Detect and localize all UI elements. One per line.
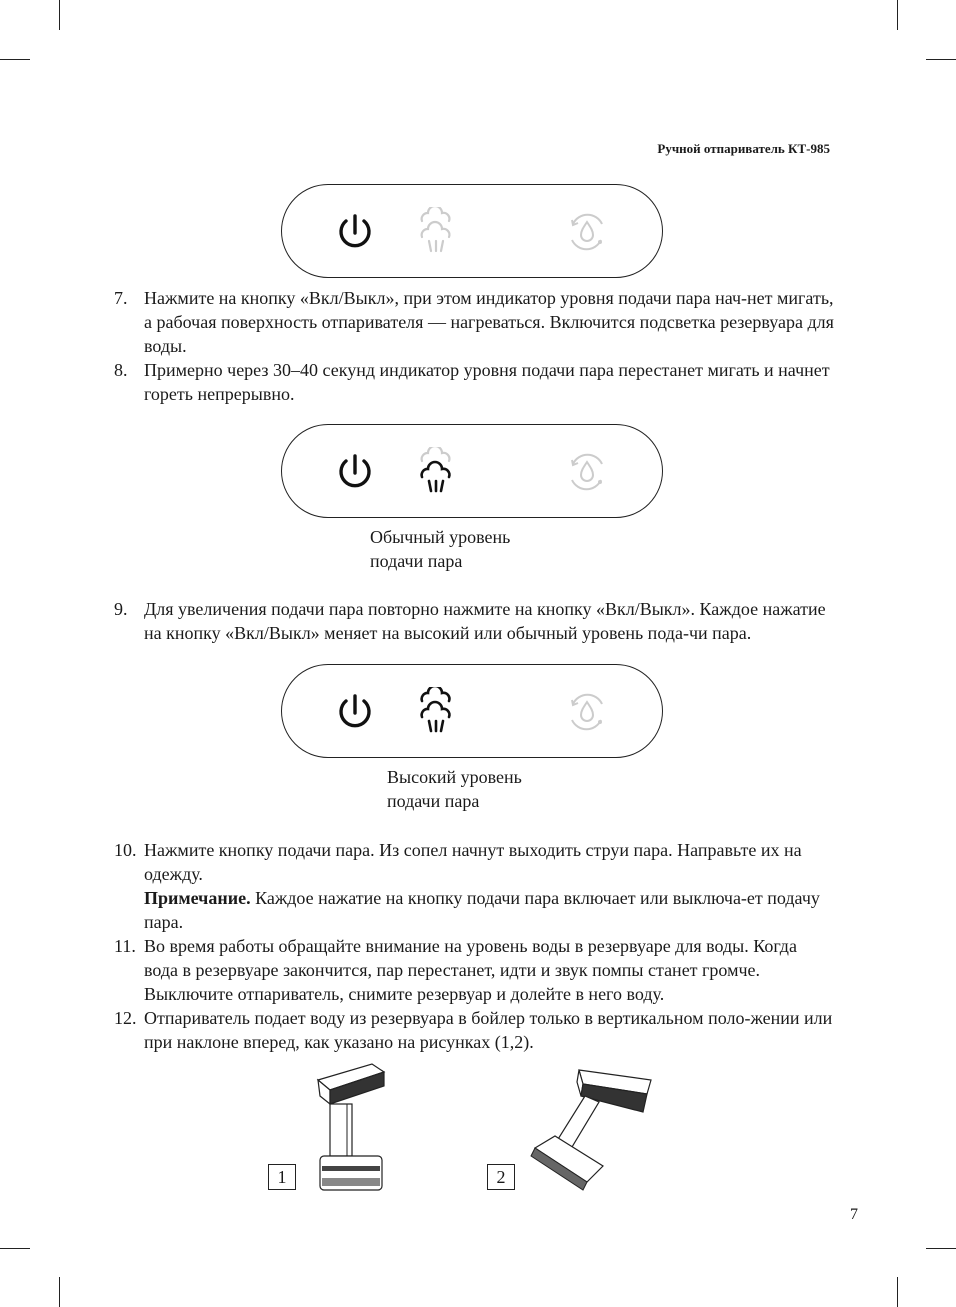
caption-line: Высокий уровень <box>387 767 522 787</box>
instruction-step-11 <box>114 934 834 1006</box>
crop-mark <box>926 1248 956 1249</box>
panel-caption <box>370 525 510 573</box>
water-refill-icon <box>564 690 610 734</box>
instruction-step-10 <box>114 838 834 886</box>
step-number: 8. <box>114 360 128 380</box>
note-text: Каждое нажатие на кнопку подачи пара включает или выключа-ет подачу пара. <box>144 888 820 932</box>
crop-mark <box>897 0 898 30</box>
running-header: Ручной отпариватель КТ-985 <box>657 141 830 156</box>
note-label: Примечание. <box>144 888 251 908</box>
control-panel-off <box>281 184 663 278</box>
power-icon <box>334 451 376 493</box>
step-text: Для увеличения подачи пара повторно нажмите на кнопку «Вкл/Выкл». Каждое нажатие на кнопку «Вкл/Выкл» меняет на высокий или обычный уровень пода-чи пара. <box>144 599 826 643</box>
water-refill-icon <box>564 210 610 254</box>
step-text: Во время работы обращайте внимание на уровень воды в резервуаре для воды. Когда вода в резервуаре закончится, пар перестанет, идти и звук помпы станет громче. Выключите отпариватель, снимите резервуар и долейте в него воду. <box>144 936 797 1004</box>
steamer-vertical-illustration <box>310 1058 400 1193</box>
caption-line: Обычный уровень <box>370 527 511 547</box>
figure-label: 2 <box>487 1164 515 1190</box>
steam-level-icon <box>416 207 456 257</box>
step-number: 11. <box>114 936 136 956</box>
step-number: 12. <box>114 1008 137 1028</box>
water-refill-icon <box>564 450 610 494</box>
caption-line: подачи пара <box>370 551 463 571</box>
steam-level-icon <box>416 687 456 737</box>
instruction-step-7 <box>114 286 834 358</box>
control-panel-normal-steam <box>281 424 663 518</box>
step-text: Нажмите кнопку подачи пара. Из сопел начнут выходить струи пара. Направьте их на одежду. <box>144 840 802 884</box>
crop-mark <box>0 59 30 60</box>
power-icon <box>334 691 376 733</box>
page-number: 7 <box>850 1206 858 1223</box>
panel-caption <box>387 765 522 813</box>
step-text: Примерно через 30–40 секунд индикатор уровня подачи пара перестанет мигать и начнет гореть непрерывно. <box>144 360 830 404</box>
steam-level-icon <box>416 447 456 497</box>
instruction-step-9 <box>114 597 834 669</box>
step-number: 10. <box>114 840 137 860</box>
crop-mark <box>59 1277 60 1307</box>
step-number: 9. <box>114 599 128 619</box>
control-panel-high-steam <box>281 664 663 758</box>
caption-line: подачи пара <box>387 791 480 811</box>
crop-mark <box>59 0 60 30</box>
power-icon <box>334 211 376 253</box>
instruction-step-8 <box>114 358 834 406</box>
instruction-step-12 <box>114 1006 834 1054</box>
crop-mark <box>926 59 956 60</box>
figure-label: 1 <box>268 1164 296 1190</box>
crop-mark <box>0 1248 30 1249</box>
note-paragraph <box>144 886 834 934</box>
step-text: Отпариватель подает воду из резервуара в бойлер только в вертикальном поло-жении или при наклоне вперед, как указано на рисунках (1,2). <box>144 1008 833 1052</box>
crop-mark <box>897 1277 898 1307</box>
step-text: Нажмите на кнопку «Вкл/Выкл», при этом индикатор уровня подачи пара нач-нет мигать, а рабочая поверхность отпаривателя — нагреваться. Включится подсветка резервуара для воды. <box>144 288 834 356</box>
steamer-tilted-illustration <box>525 1062 655 1192</box>
step-number: 7. <box>114 288 128 308</box>
